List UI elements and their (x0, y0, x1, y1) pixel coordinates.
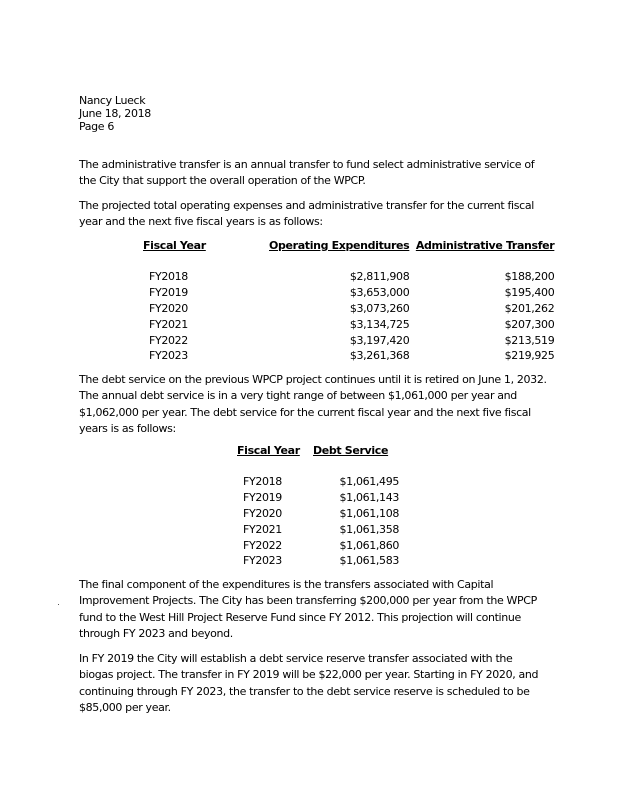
paragraph-capital-projects: The final component of the expenditures is the transfers associated with Capital Improvement Projects. The City has been transferring $200,000 per year from the WPCP fund to the West Hill Project Reserve Fund since FY 2012. This projection will continue through FY 2023 and beyond. (79, 578, 537, 640)
fiscal-year-cell: FY2023 (149, 349, 188, 363)
fiscal-year-cell: FY2019 (149, 286, 188, 300)
letter-header (79, 94, 151, 133)
table-row (143, 332, 554, 348)
operating-expenditure-cell: $3,261,368 (349, 349, 410, 363)
table-row (143, 269, 554, 285)
table-row (237, 553, 399, 569)
debt-service-cell: $1,061,358 (339, 522, 399, 536)
fiscal-year-cell: FY2022 (149, 333, 188, 347)
admin-transfer-cell: $195,400 (504, 286, 555, 300)
operating-expenditure-cell: $3,073,260 (349, 301, 410, 315)
operating-expenditure-cell: $2,811,908 (349, 270, 410, 284)
table-header-row (237, 444, 399, 460)
operating-expenditure-cell: $3,197,420 (349, 333, 410, 347)
fiscal-year-cell: FY2021 (243, 522, 282, 536)
admin-transfer-cell: $213,519 (504, 333, 555, 347)
debt-service-cell: $1,061,108 (339, 506, 399, 520)
fiscal-year-cell: FY2020 (243, 506, 282, 520)
operating-expenditure-cell: $3,653,000 (349, 286, 410, 300)
table-row (237, 474, 399, 490)
operating-expenditure-cell: $3,134,725 (349, 317, 410, 331)
debt-service-cell: $1,061,583 (339, 554, 399, 568)
fiscal-year-cell: FY2019 (243, 491, 282, 505)
table-row (143, 285, 554, 301)
table-header-row (143, 239, 554, 255)
fiscal-year-cell: FY2020 (149, 301, 188, 315)
table-row (143, 316, 554, 332)
column-header-debt-service: Debt Service (313, 444, 389, 457)
debt-service-cell: $1,061,860 (339, 538, 399, 552)
operating-expenditures-table (143, 239, 554, 364)
debt-service-cell: $1,061,143 (339, 491, 399, 505)
fiscal-year-cell: FY2018 (243, 475, 282, 489)
debt-service-cell: $1,061,495 (339, 475, 399, 489)
column-header-operating-expenditures: Operating Expenditures (269, 239, 410, 252)
scan-speck (58, 604, 59, 605)
page-number: Page 6 (79, 120, 115, 133)
fiscal-year-cell: FY2021 (149, 317, 188, 331)
admin-transfer-cell: $207,300 (504, 317, 555, 331)
table-row (143, 301, 554, 317)
paragraph-biogas-reserve: In FY 2019 the City will establish a debt service reserve transfer associated with the biogas project. The transfer in FY 2019 will be $22,000 per year. Starting in FY 2020, and continuing through FY 2023, the transfer to the debt service reserve is scheduled to be $85,000 per year. (79, 652, 539, 714)
fiscal-year-cell: FY2018 (149, 270, 188, 284)
column-header-administrative-transfer: Administrative Transfer (415, 239, 555, 252)
admin-transfer-cell: $201,262 (504, 301, 555, 315)
column-header-fiscal-year: Fiscal Year (143, 239, 206, 252)
debt-service-table (237, 444, 399, 569)
table-row (237, 506, 399, 522)
fiscal-year-cell: FY2022 (243, 538, 282, 552)
letter-date: June 18, 2018 (79, 107, 151, 120)
recipient-name: Nancy Lueck (79, 94, 146, 107)
table-row (237, 521, 399, 537)
table-row (237, 490, 399, 506)
admin-transfer-cell: $219,925 (504, 349, 555, 363)
paragraph-projection-intro: The projected total operating expenses and administrative transfer for the current fiscal year and the next five fiscal years is as follows: (79, 199, 534, 229)
paragraph-debt-intro: The debt service on the previous WPCP project continues until it is retired on June 1, 2032. The annual debt service is in a very tight range of between $1,061,000 per year and $1,062,000 per year. The debt service for the current fiscal year and the next five fiscal years is as follows: (79, 373, 547, 435)
column-header-fiscal-year: Fiscal Year (237, 444, 300, 457)
table-row (237, 537, 399, 553)
table-row (143, 348, 554, 364)
paragraph-admin-transfer: The administrative transfer is an annual transfer to fund select administrative service of the City that support the overall operation of the WPCP. (79, 158, 535, 188)
admin-transfer-cell: $188,200 (504, 270, 555, 284)
fiscal-year-cell: FY2023 (243, 554, 282, 568)
